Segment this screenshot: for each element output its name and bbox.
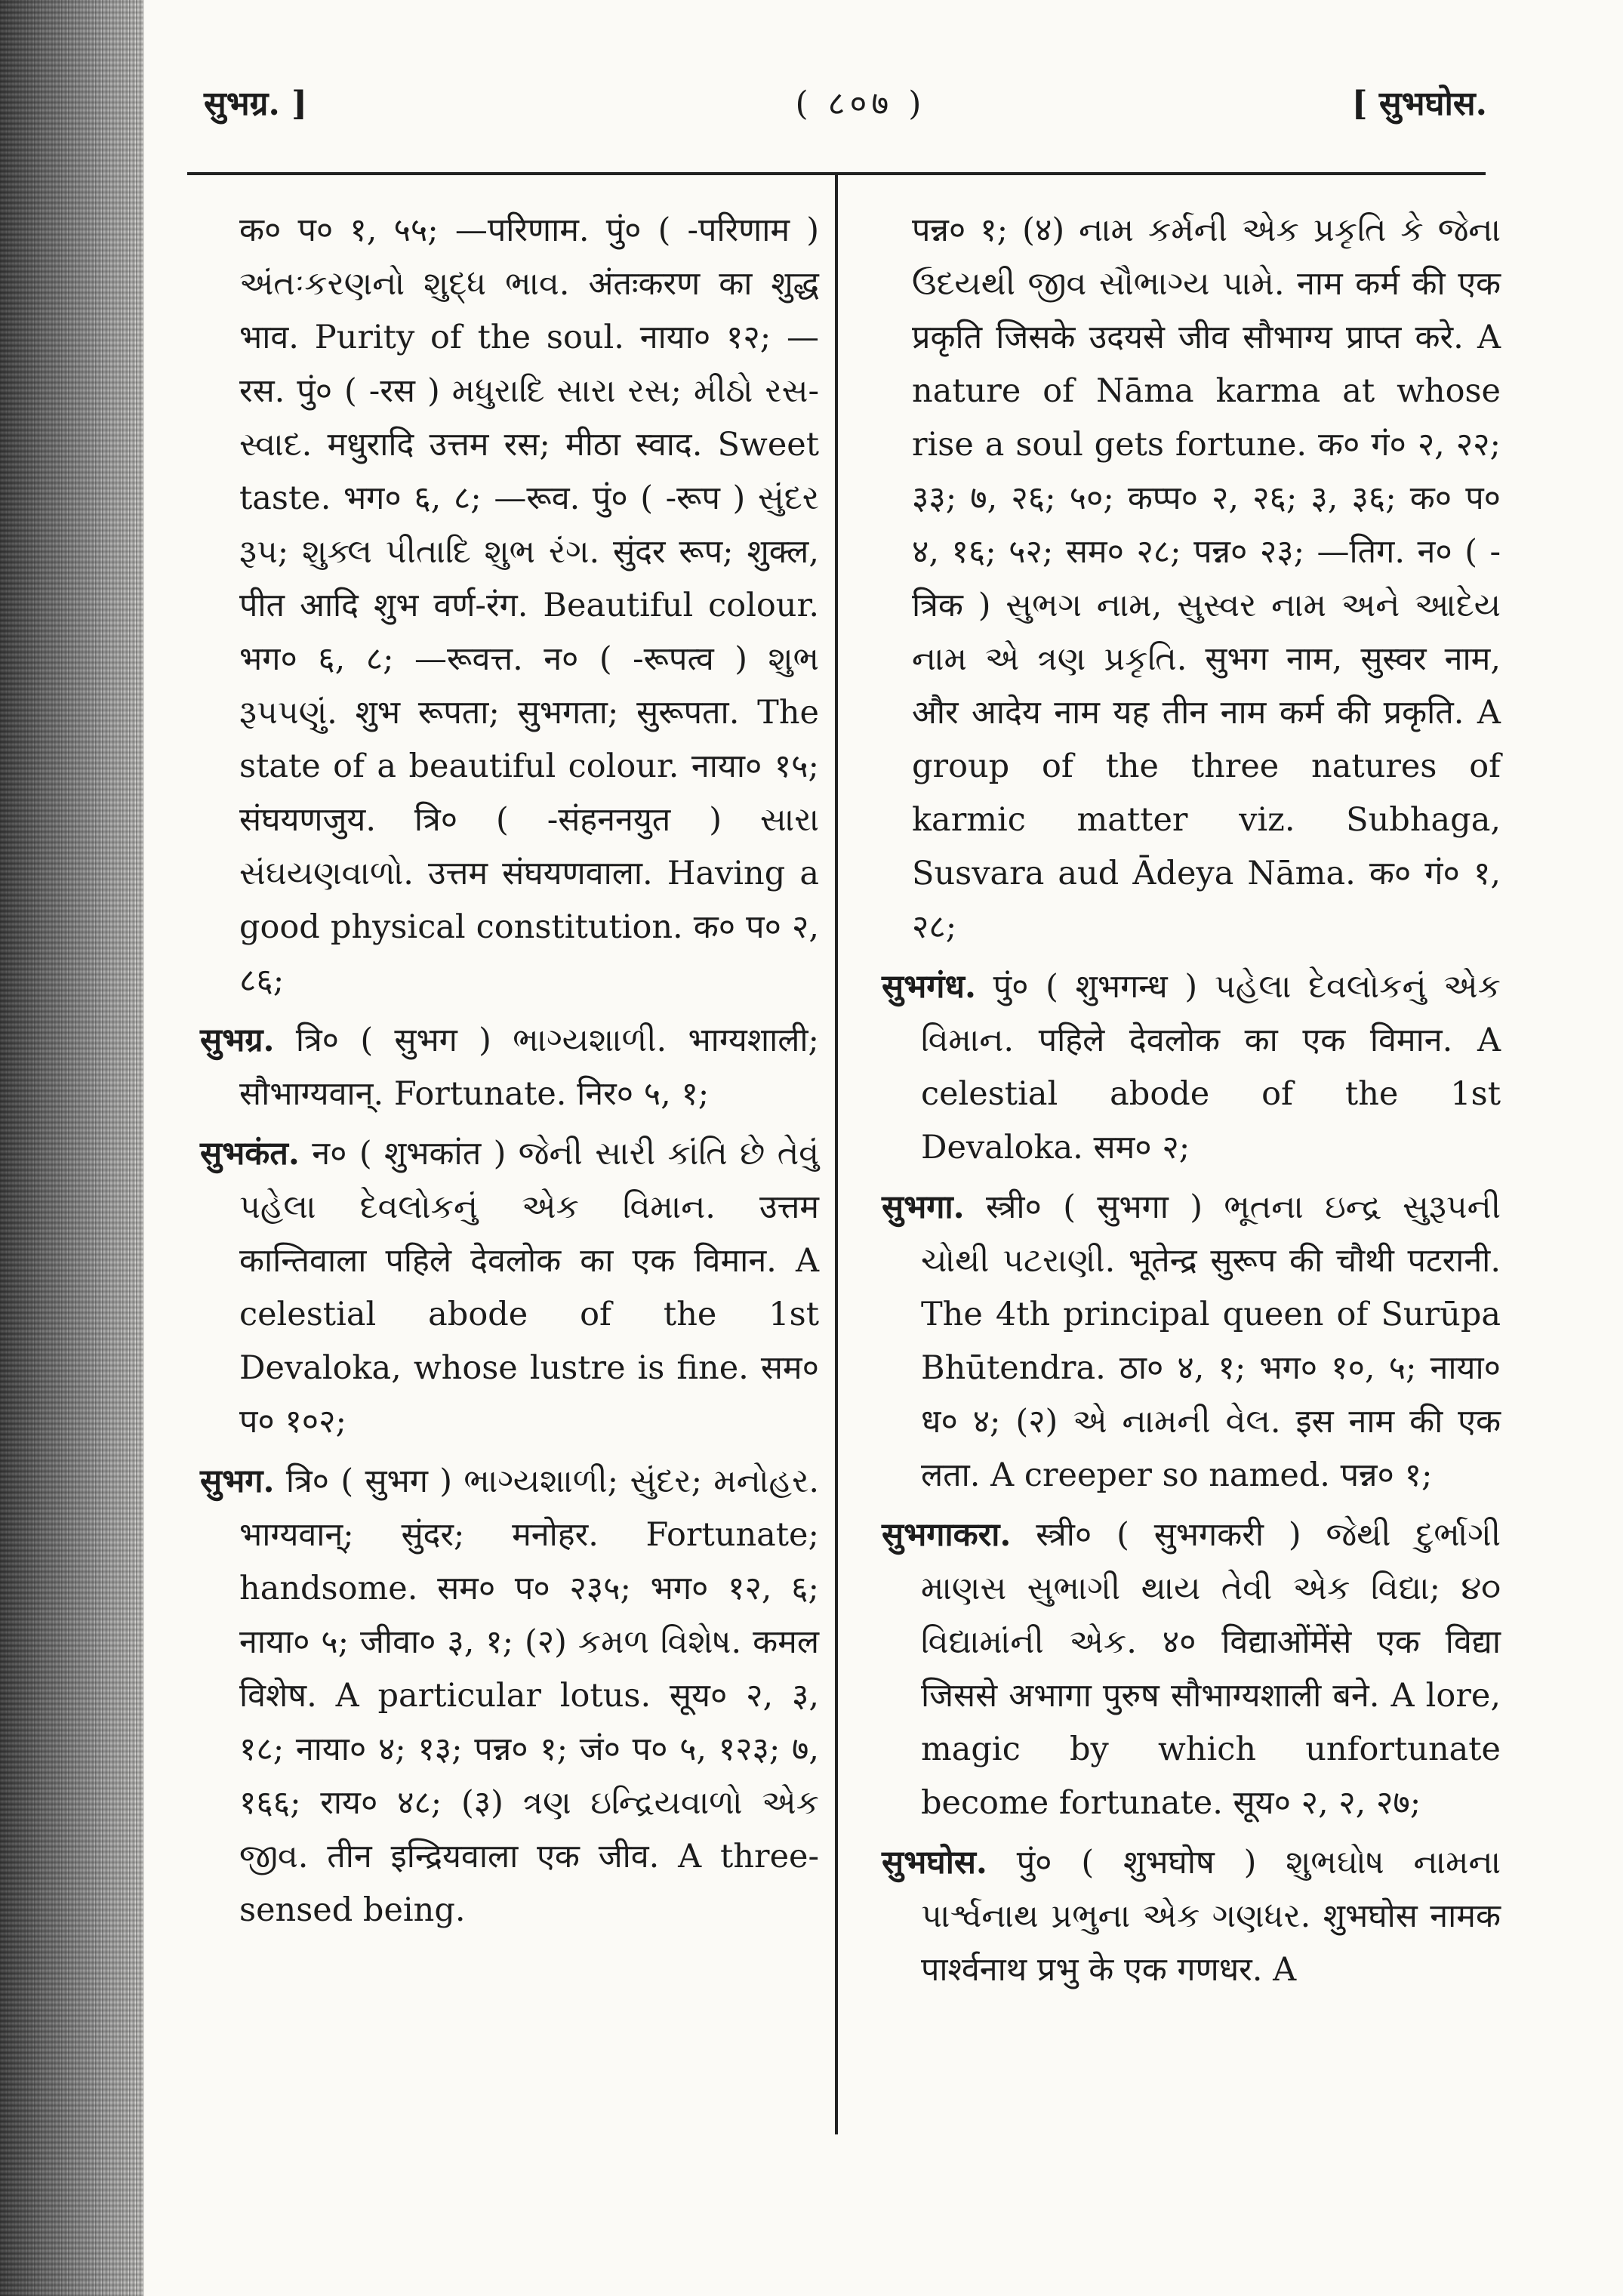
continuation-entry — [200, 204, 819, 1008]
entry-text: पन्न० १; (४) નામ કર્મની એક પ્રકૃતિ કે જેના ઉદયથી જીવ સૌભાગ્ય પામે. नाम कर्म की एक प्रकृति जिसके उदयसे जीव सौभाग्य प्राप्त करे. A nature of Nāma karma at whose rise a soul gets fortune. क० गं० २, २२; ३३; ७, २६; ५०; कप्प० २, २६; ३, ३६; क० प० ४, १६; ५२; सम० २८; पन्न० २३; —तिग. न० ( -त्रिक ) સુભગ નામ, સુસ્વર નામ અને આદેય નામ એ ત્રણ પ્રકૃતિ. सुभग नाम, सुस्वर नाम, और आदेय नाम यह तीन नाम कर्म की प्रकृति. A group of the three natures of karmic matter viz. Subhaga, Susvara aud Ādeya Nāma. क० गं० १, २८; — [912, 211, 1501, 946]
scan-edge-shadow — [0, 0, 143, 2296]
headword: सुभघोस. — [882, 1844, 987, 1881]
left-column — [200, 204, 819, 1943]
dictionary-entry — [882, 1181, 1501, 1502]
headword: सुभगा. — [882, 1188, 965, 1226]
dictionary-entry — [200, 1127, 819, 1449]
entry-text: स्त्री० ( सुभगा ) ભૂતના ઇન્દ્ર સુરૂપની ચોથી પટરાણી. भूतेन्द्र सुरूप की चौथी पटरानी. The 4th principal queen of Surūpa Bhūtendra. ठा० ४, १; भग० १०, ५; नाया० ध० ४; (२) એ નામની વેલ. इस नाम की एक लता. A creeper so named. पन्न० १; — [921, 1188, 1501, 1494]
right-column — [882, 204, 1501, 2003]
headword: सुभगाकरा. — [882, 1516, 1012, 1554]
entry-text: त्रि० ( सुभग ) ભાગ્યશાળી. भाग्यशाली; सौभाग्यवान्. Fortunate. निर० ५, १; — [239, 1022, 819, 1113]
dictionary-entry — [200, 1455, 819, 1937]
headword: सुभगंध. — [882, 968, 976, 1006]
headword: सुभग्र. — [200, 1022, 275, 1059]
entry-text: पुं० ( शुभघोष ) શુભઘોષ નામના પાર્શ્વનાથ પ્રભુના એક ગણધર. शुभघोस नामक पार्श्वनाथ प्रभु के एक गणधर. A — [921, 1844, 1501, 1989]
header-right-guideword: [ सुभघोस. — [1351, 85, 1487, 123]
headword: सुभकंत. — [200, 1135, 300, 1173]
dictionary-entry — [882, 960, 1501, 1175]
column-divider — [835, 175, 838, 2134]
dictionary-entry — [200, 1014, 819, 1121]
page-header — [204, 79, 1487, 140]
page-number: ( ८०७ ) — [795, 85, 926, 123]
entry-text: त्रि० ( सुभग ) ભાગ્યશાળી; સુંદર; મનોહર. भाग्यवान्; सुंदर; मनोहर. Fortunate; handsome. सम० प० २३५; भग० १२, ६; नाया० ५; जीवा० ३, १; (२) કમળ વિશેષ. कमल विशेष. A particular lotus. सूय० २, ३, १८; नाया० ४; १३; पन्न० १; जं० प० ५, १२३; ७, १६६; राय० ४८; (३) ત્રણ ઇન્દ્રિયવાળો એક જીવ. तीन इन्द्रियवाला एक जीव. A three-sensed being. — [239, 1462, 820, 1929]
entry-text: न० ( शुभकांत ) જેની સારી કાંતિ છે તેવું પહેલા દેવલોકનું એક વિમાન. उत्तम कान्तिवाला पहिले देवलोक का एक विमान. A celestial abode of the 1st Devaloka, whose lustre is fine. सम० प० १०२; — [239, 1135, 820, 1441]
dictionary-entry — [882, 1836, 1501, 1997]
header-left-guideword: सुभग्र. ] — [204, 85, 307, 123]
dictionary-entry — [882, 1509, 1501, 1830]
headword: सुभग. — [200, 1462, 275, 1500]
continuation-entry — [882, 204, 1501, 954]
entry-text: स्त्री० ( सुभगकरी ) જેથી દુર્ભાગી માણસ સુભાગી થાય તેવી એક વિદ્યા; ૪૦ વિદ્યામાંની એક. ४० विद्याओंमेंसे एक विद्या जिससे अभागा पुरुष सौभाग्यशाली बने. A lore, magic by which unfortunate become fortunate. सूय० २, २, २७; — [921, 1516, 1501, 1822]
entry-text: क० प० १, ५५; —परिणाम. पुं० ( -परिणाम ) અંતઃકરણનો શુદ્ધ ભાવ. अंतःकरण का शुद्ध भाव. Purity of the soul. नाया० १२; —रस. पुं० ( -रस ) મધુરાદિ સારા રસ; મીઠો રસ-સ્વાદ. मधुरादि उत्तम रस; मीठा स्वाद. Sweet taste. भग० ६, ८; —रूव. पुं० ( -रूप ) સુંદર રૂપ; શુક્લ પીતાદિ શુભ રંગ. सुंदर रूप; शुक्ल, पीत आदि शुभ वर्ण-रंग. Beautiful colour. भग० ६, ८; —रूवत्त. न० ( -रूपत्व ) શુભ રૂપપણું. शुभ रूपता; सुभगता; सुरूपता. The state of a beautiful colour. नाया० १५; संघयणजुय. त्रि० ( -संहननयुत ) સારા સંઘયણવાળો. उत्तम संघयणवाला. Having a good physical constitution. क० प० २, ८६; — [239, 211, 819, 1000]
entry-text: पुं० ( शुभगन्ध ) પહેલા દેવલોકનું એક વિમાન. पहिले देवलोक का एक विमान. A celestial abode of the 1st Devaloka. सम० २; — [921, 968, 1501, 1166]
